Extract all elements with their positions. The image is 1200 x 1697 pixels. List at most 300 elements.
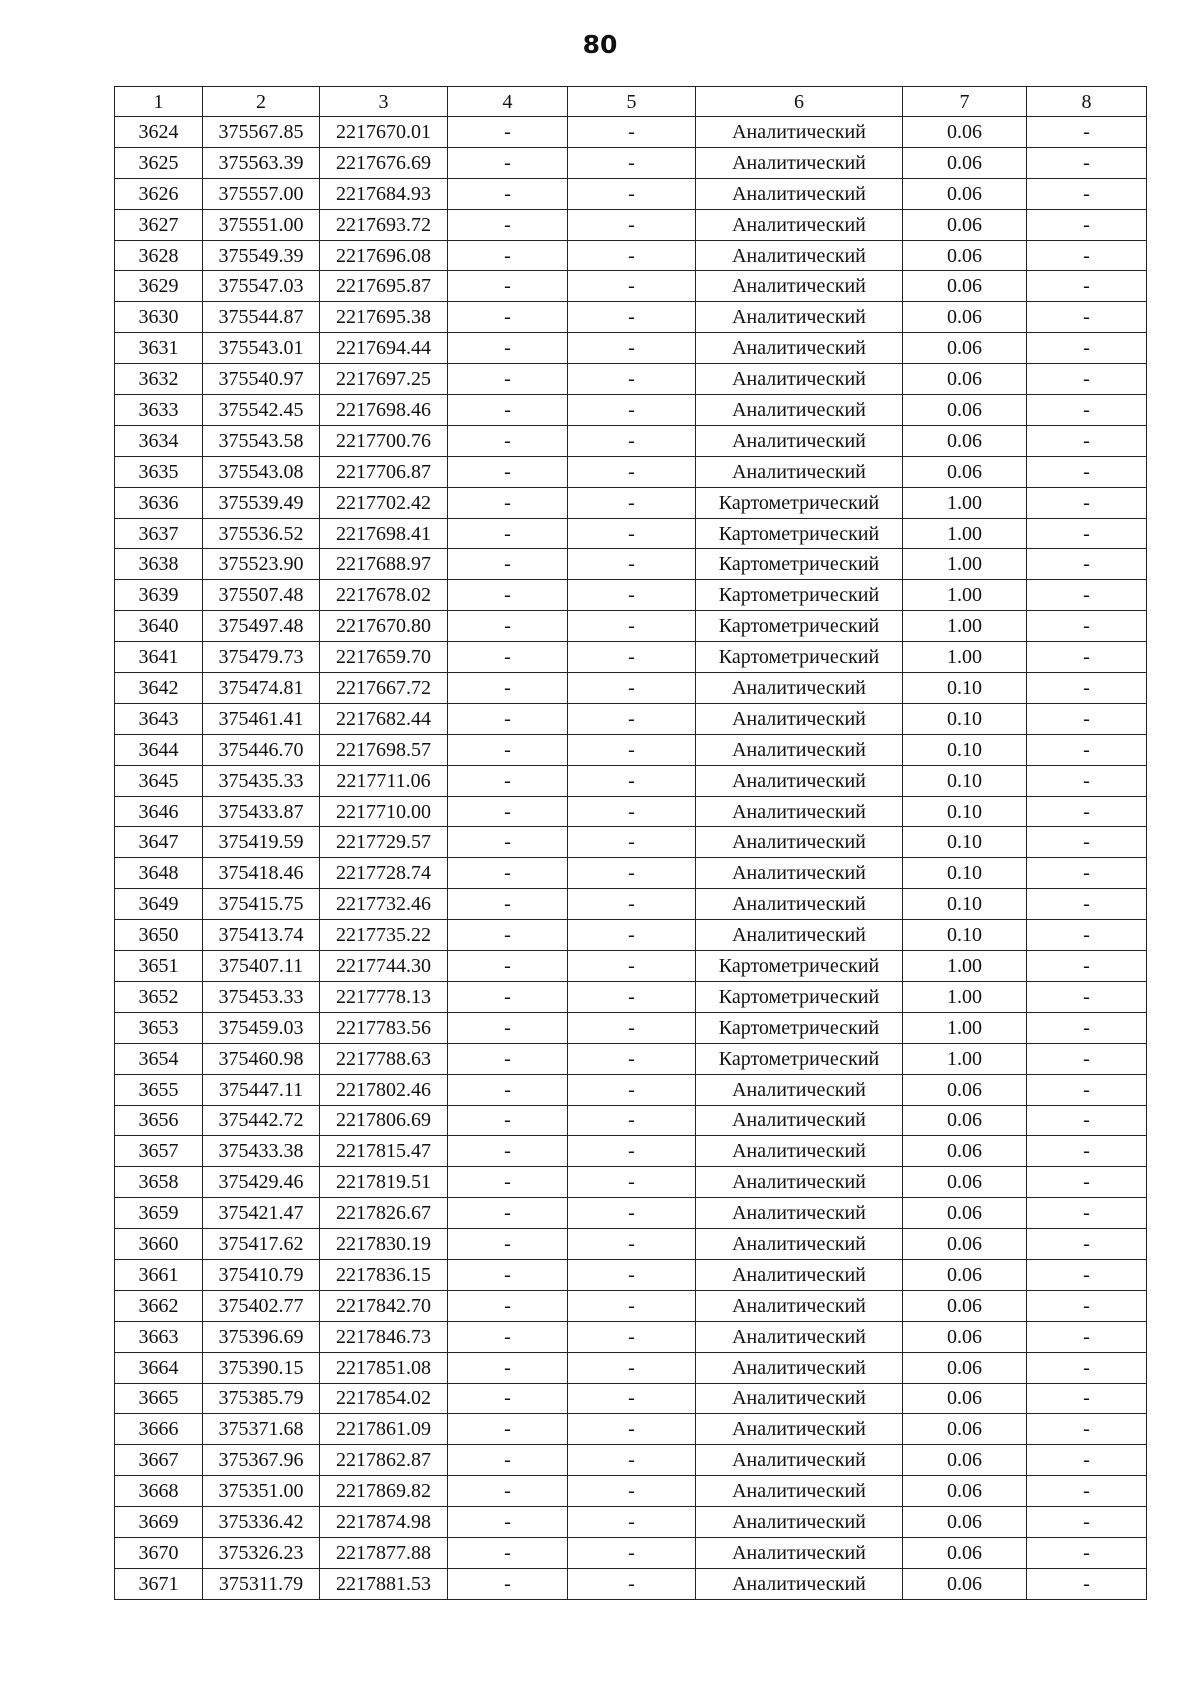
point-number-cell: 3649 xyxy=(115,889,203,920)
table-row xyxy=(115,642,1147,673)
col4-cell: - xyxy=(448,518,568,549)
col8-cell: - xyxy=(1027,333,1147,364)
x-coordinate-cell: 375442.72 xyxy=(203,1105,320,1136)
method-cell: Аналитический xyxy=(696,333,903,364)
col4-cell: - xyxy=(448,456,568,487)
table-row xyxy=(115,1383,1147,1414)
col4-cell: - xyxy=(448,1414,568,1445)
col5-cell: - xyxy=(568,981,696,1012)
method-cell: Аналитический xyxy=(696,796,903,827)
method-cell: Аналитический xyxy=(696,117,903,148)
col8-cell: - xyxy=(1027,673,1147,704)
col4-cell: - xyxy=(448,178,568,209)
table-row xyxy=(115,951,1147,982)
y-coordinate-cell: 2217869.82 xyxy=(320,1476,448,1507)
y-coordinate-cell: 2217693.72 xyxy=(320,209,448,240)
table-row xyxy=(115,1568,1147,1599)
point-number-cell: 3657 xyxy=(115,1136,203,1167)
col8-cell: - xyxy=(1027,611,1147,642)
point-number-cell: 3632 xyxy=(115,364,203,395)
accuracy-cell: 0.06 xyxy=(903,1259,1027,1290)
accuracy-cell: 0.06 xyxy=(903,178,1027,209)
x-coordinate-cell: 375557.00 xyxy=(203,178,320,209)
column-header: 4 xyxy=(448,87,568,117)
y-coordinate-cell: 2217710.00 xyxy=(320,796,448,827)
table-row xyxy=(115,1445,1147,1476)
col5-cell: - xyxy=(568,518,696,549)
col4-cell: - xyxy=(448,734,568,765)
y-coordinate-cell: 2217695.87 xyxy=(320,271,448,302)
method-cell: Аналитический xyxy=(696,1537,903,1568)
col8-cell: - xyxy=(1027,240,1147,271)
y-coordinate-cell: 2217659.70 xyxy=(320,642,448,673)
accuracy-cell: 0.10 xyxy=(903,673,1027,704)
column-header: 2 xyxy=(203,87,320,117)
x-coordinate-cell: 375419.59 xyxy=(203,827,320,858)
col5-cell: - xyxy=(568,1198,696,1229)
col5-cell: - xyxy=(568,302,696,333)
table-row xyxy=(115,827,1147,858)
col4-cell: - xyxy=(448,1568,568,1599)
accuracy-cell: 0.10 xyxy=(903,734,1027,765)
col8-cell: - xyxy=(1027,271,1147,302)
accuracy-cell: 0.06 xyxy=(903,302,1027,333)
method-cell: Картометрический xyxy=(696,1043,903,1074)
accuracy-cell: 0.06 xyxy=(903,1229,1027,1260)
accuracy-cell: 0.06 xyxy=(903,1074,1027,1105)
y-coordinate-cell: 2217706.87 xyxy=(320,456,448,487)
col8-cell: - xyxy=(1027,1568,1147,1599)
col4-cell: - xyxy=(448,487,568,518)
y-coordinate-cell: 2217729.57 xyxy=(320,827,448,858)
x-coordinate-cell: 375371.68 xyxy=(203,1414,320,1445)
method-cell: Аналитический xyxy=(696,1074,903,1105)
y-coordinate-cell: 2217670.80 xyxy=(320,611,448,642)
accuracy-cell: 0.06 xyxy=(903,395,1027,426)
col8-cell: - xyxy=(1027,518,1147,549)
point-number-cell: 3626 xyxy=(115,178,203,209)
col5-cell: - xyxy=(568,703,696,734)
table-row xyxy=(115,1012,1147,1043)
col4-cell: - xyxy=(448,1136,568,1167)
col8-cell: - xyxy=(1027,920,1147,951)
col4-cell: - xyxy=(448,1198,568,1229)
table-row xyxy=(115,1476,1147,1507)
method-cell: Аналитический xyxy=(696,395,903,426)
col8-cell: - xyxy=(1027,117,1147,148)
y-coordinate-cell: 2217670.01 xyxy=(320,117,448,148)
x-coordinate-cell: 375402.77 xyxy=(203,1290,320,1321)
col8-cell: - xyxy=(1027,1352,1147,1383)
point-number-cell: 3627 xyxy=(115,209,203,240)
point-number-cell: 3645 xyxy=(115,765,203,796)
point-number-cell: 3661 xyxy=(115,1259,203,1290)
point-number-cell: 3667 xyxy=(115,1445,203,1476)
method-cell: Аналитический xyxy=(696,703,903,734)
table-row xyxy=(115,271,1147,302)
col4-cell: - xyxy=(448,858,568,889)
point-number-cell: 3655 xyxy=(115,1074,203,1105)
x-coordinate-cell: 375479.73 xyxy=(203,642,320,673)
col4-cell: - xyxy=(448,302,568,333)
table-row xyxy=(115,580,1147,611)
table-row xyxy=(115,1352,1147,1383)
col4-cell: - xyxy=(448,240,568,271)
accuracy-cell: 1.00 xyxy=(903,549,1027,580)
accuracy-cell: 0.06 xyxy=(903,209,1027,240)
x-coordinate-cell: 375415.75 xyxy=(203,889,320,920)
x-coordinate-cell: 375311.79 xyxy=(203,1568,320,1599)
y-coordinate-cell: 2217783.56 xyxy=(320,1012,448,1043)
column-header: 6 xyxy=(696,87,903,117)
point-number-cell: 3644 xyxy=(115,734,203,765)
accuracy-cell: 0.06 xyxy=(903,1352,1027,1383)
col4-cell: - xyxy=(448,1445,568,1476)
col4-cell: - xyxy=(448,117,568,148)
col4-cell: - xyxy=(448,611,568,642)
col4-cell: - xyxy=(448,147,568,178)
table-row xyxy=(115,456,1147,487)
method-cell: Аналитический xyxy=(696,765,903,796)
col8-cell: - xyxy=(1027,1136,1147,1167)
col5-cell: - xyxy=(568,1259,696,1290)
table-row xyxy=(115,395,1147,426)
method-cell: Картометрический xyxy=(696,611,903,642)
method-cell: Аналитический xyxy=(696,271,903,302)
col5-cell: - xyxy=(568,889,696,920)
col8-cell: - xyxy=(1027,734,1147,765)
col4-cell: - xyxy=(448,703,568,734)
x-coordinate-cell: 375544.87 xyxy=(203,302,320,333)
y-coordinate-cell: 2217842.70 xyxy=(320,1290,448,1321)
col8-cell: - xyxy=(1027,827,1147,858)
table-row xyxy=(115,1167,1147,1198)
table-row xyxy=(115,673,1147,704)
col4-cell: - xyxy=(448,364,568,395)
col8-cell: - xyxy=(1027,425,1147,456)
point-number-cell: 3640 xyxy=(115,611,203,642)
col5-cell: - xyxy=(568,1414,696,1445)
x-coordinate-cell: 375460.98 xyxy=(203,1043,320,1074)
col5-cell: - xyxy=(568,487,696,518)
accuracy-cell: 1.00 xyxy=(903,611,1027,642)
col5-cell: - xyxy=(568,240,696,271)
table-row xyxy=(115,703,1147,734)
method-cell: Картометрический xyxy=(696,487,903,518)
col8-cell: - xyxy=(1027,178,1147,209)
table-row xyxy=(115,796,1147,827)
accuracy-cell: 1.00 xyxy=(903,487,1027,518)
col4-cell: - xyxy=(448,981,568,1012)
col4-cell: - xyxy=(448,549,568,580)
x-coordinate-cell: 375336.42 xyxy=(203,1507,320,1538)
y-coordinate-cell: 2217819.51 xyxy=(320,1167,448,1198)
col8-cell: - xyxy=(1027,147,1147,178)
col4-cell: - xyxy=(448,1537,568,1568)
accuracy-cell: 1.00 xyxy=(903,1012,1027,1043)
x-coordinate-cell: 375542.45 xyxy=(203,395,320,426)
col4-cell: - xyxy=(448,1043,568,1074)
accuracy-cell: 0.06 xyxy=(903,333,1027,364)
method-cell: Аналитический xyxy=(696,1476,903,1507)
point-number-cell: 3669 xyxy=(115,1507,203,1538)
col4-cell: - xyxy=(448,395,568,426)
point-number-cell: 3662 xyxy=(115,1290,203,1321)
y-coordinate-cell: 2217854.02 xyxy=(320,1383,448,1414)
y-coordinate-cell: 2217851.08 xyxy=(320,1352,448,1383)
y-coordinate-cell: 2217678.02 xyxy=(320,580,448,611)
method-cell: Аналитический xyxy=(696,673,903,704)
col8-cell: - xyxy=(1027,395,1147,426)
point-number-cell: 3670 xyxy=(115,1537,203,1568)
col5-cell: - xyxy=(568,1445,696,1476)
x-coordinate-cell: 375433.38 xyxy=(203,1136,320,1167)
table-row xyxy=(115,1507,1147,1538)
x-coordinate-cell: 375543.08 xyxy=(203,456,320,487)
table-row xyxy=(115,178,1147,209)
accuracy-cell: 0.10 xyxy=(903,703,1027,734)
method-cell: Аналитический xyxy=(696,827,903,858)
accuracy-cell: 1.00 xyxy=(903,642,1027,673)
x-coordinate-cell: 375536.52 xyxy=(203,518,320,549)
accuracy-cell: 0.06 xyxy=(903,1105,1027,1136)
accuracy-cell: 0.06 xyxy=(903,1383,1027,1414)
y-coordinate-cell: 2217676.69 xyxy=(320,147,448,178)
x-coordinate-cell: 375543.01 xyxy=(203,333,320,364)
accuracy-cell: 0.06 xyxy=(903,1290,1027,1321)
table-row xyxy=(115,518,1147,549)
x-coordinate-cell: 375429.46 xyxy=(203,1167,320,1198)
col5-cell: - xyxy=(568,796,696,827)
col4-cell: - xyxy=(448,209,568,240)
table-row xyxy=(115,1105,1147,1136)
table-row xyxy=(115,611,1147,642)
table-row xyxy=(115,1198,1147,1229)
point-number-cell: 3653 xyxy=(115,1012,203,1043)
col4-cell: - xyxy=(448,1259,568,1290)
table-row xyxy=(115,240,1147,271)
table-row xyxy=(115,889,1147,920)
x-coordinate-cell: 375435.33 xyxy=(203,765,320,796)
accuracy-cell: 0.06 xyxy=(903,425,1027,456)
method-cell: Аналитический xyxy=(696,1321,903,1352)
table-row xyxy=(115,1321,1147,1352)
point-number-cell: 3652 xyxy=(115,981,203,1012)
table-row xyxy=(115,209,1147,240)
col5-cell: - xyxy=(568,1321,696,1352)
col8-cell: - xyxy=(1027,1476,1147,1507)
col8-cell: - xyxy=(1027,487,1147,518)
col8-cell: - xyxy=(1027,1012,1147,1043)
x-coordinate-cell: 375497.48 xyxy=(203,611,320,642)
col5-cell: - xyxy=(568,1105,696,1136)
col5-cell: - xyxy=(568,580,696,611)
accuracy-cell: 0.06 xyxy=(903,1198,1027,1229)
x-coordinate-cell: 375351.00 xyxy=(203,1476,320,1507)
x-coordinate-cell: 375433.87 xyxy=(203,796,320,827)
table-header-row xyxy=(115,87,1147,117)
accuracy-cell: 0.10 xyxy=(903,858,1027,889)
x-coordinate-cell: 375410.79 xyxy=(203,1259,320,1290)
col4-cell: - xyxy=(448,765,568,796)
col4-cell: - xyxy=(448,1290,568,1321)
col5-cell: - xyxy=(568,364,696,395)
col8-cell: - xyxy=(1027,456,1147,487)
col4-cell: - xyxy=(448,1229,568,1260)
x-coordinate-cell: 375326.23 xyxy=(203,1537,320,1568)
col8-cell: - xyxy=(1027,1321,1147,1352)
col5-cell: - xyxy=(568,456,696,487)
y-coordinate-cell: 2217702.42 xyxy=(320,487,448,518)
point-number-cell: 3659 xyxy=(115,1198,203,1229)
x-coordinate-cell: 375540.97 xyxy=(203,364,320,395)
col8-cell: - xyxy=(1027,1229,1147,1260)
col8-cell: - xyxy=(1027,1383,1147,1414)
col5-cell: - xyxy=(568,1290,696,1321)
method-cell: Аналитический xyxy=(696,1352,903,1383)
col8-cell: - xyxy=(1027,703,1147,734)
method-cell: Аналитический xyxy=(696,147,903,178)
accuracy-cell: 0.06 xyxy=(903,1414,1027,1445)
col4-cell: - xyxy=(448,642,568,673)
point-number-cell: 3628 xyxy=(115,240,203,271)
col5-cell: - xyxy=(568,1012,696,1043)
method-cell: Картометрический xyxy=(696,642,903,673)
accuracy-cell: 1.00 xyxy=(903,518,1027,549)
y-coordinate-cell: 2217697.25 xyxy=(320,364,448,395)
y-coordinate-cell: 2217802.46 xyxy=(320,1074,448,1105)
y-coordinate-cell: 2217667.72 xyxy=(320,673,448,704)
accuracy-cell: 0.06 xyxy=(903,1136,1027,1167)
table-row xyxy=(115,1229,1147,1260)
table-row xyxy=(115,1537,1147,1568)
method-cell: Аналитический xyxy=(696,1105,903,1136)
point-number-cell: 3624 xyxy=(115,117,203,148)
point-number-cell: 3665 xyxy=(115,1383,203,1414)
col4-cell: - xyxy=(448,1507,568,1538)
point-number-cell: 3660 xyxy=(115,1229,203,1260)
col4-cell: - xyxy=(448,1476,568,1507)
method-cell: Аналитический xyxy=(696,858,903,889)
point-number-cell: 3664 xyxy=(115,1352,203,1383)
col4-cell: - xyxy=(448,271,568,302)
col5-cell: - xyxy=(568,117,696,148)
x-coordinate-cell: 375543.58 xyxy=(203,425,320,456)
x-coordinate-cell: 375417.62 xyxy=(203,1229,320,1260)
method-cell: Аналитический xyxy=(696,302,903,333)
point-number-cell: 3631 xyxy=(115,333,203,364)
accuracy-cell: 0.06 xyxy=(903,147,1027,178)
x-coordinate-cell: 375390.15 xyxy=(203,1352,320,1383)
accuracy-cell: 0.10 xyxy=(903,920,1027,951)
table-row xyxy=(115,333,1147,364)
method-cell: Аналитический xyxy=(696,734,903,765)
accuracy-cell: 0.10 xyxy=(903,889,1027,920)
x-coordinate-cell: 375523.90 xyxy=(203,549,320,580)
method-cell: Аналитический xyxy=(696,178,903,209)
col8-cell: - xyxy=(1027,1198,1147,1229)
column-header: 7 xyxy=(903,87,1027,117)
col5-cell: - xyxy=(568,642,696,673)
accuracy-cell: 0.10 xyxy=(903,827,1027,858)
y-coordinate-cell: 2217711.06 xyxy=(320,765,448,796)
point-number-cell: 3648 xyxy=(115,858,203,889)
x-coordinate-cell: 375459.03 xyxy=(203,1012,320,1043)
col8-cell: - xyxy=(1027,642,1147,673)
x-coordinate-cell: 375461.41 xyxy=(203,703,320,734)
x-coordinate-cell: 375547.03 xyxy=(203,271,320,302)
y-coordinate-cell: 2217862.87 xyxy=(320,1445,448,1476)
col5-cell: - xyxy=(568,178,696,209)
y-coordinate-cell: 2217698.46 xyxy=(320,395,448,426)
col4-cell: - xyxy=(448,920,568,951)
table-row xyxy=(115,425,1147,456)
table-row xyxy=(115,858,1147,889)
col4-cell: - xyxy=(448,580,568,611)
method-cell: Аналитический xyxy=(696,1198,903,1229)
col5-cell: - xyxy=(568,1352,696,1383)
x-coordinate-cell: 375447.11 xyxy=(203,1074,320,1105)
coordinates-table xyxy=(114,86,1147,1600)
col8-cell: - xyxy=(1027,951,1147,982)
method-cell: Аналитический xyxy=(696,889,903,920)
method-cell: Аналитический xyxy=(696,1383,903,1414)
method-cell: Аналитический xyxy=(696,1290,903,1321)
col8-cell: - xyxy=(1027,1414,1147,1445)
x-coordinate-cell: 375418.46 xyxy=(203,858,320,889)
col5-cell: - xyxy=(568,271,696,302)
col4-cell: - xyxy=(448,673,568,704)
method-cell: Аналитический xyxy=(696,240,903,271)
y-coordinate-cell: 2217846.73 xyxy=(320,1321,448,1352)
col4-cell: - xyxy=(448,425,568,456)
col5-cell: - xyxy=(568,1136,696,1167)
point-number-cell: 3650 xyxy=(115,920,203,951)
col5-cell: - xyxy=(568,673,696,704)
col5-cell: - xyxy=(568,425,696,456)
col4-cell: - xyxy=(448,1352,568,1383)
accuracy-cell: 1.00 xyxy=(903,1043,1027,1074)
col5-cell: - xyxy=(568,858,696,889)
col5-cell: - xyxy=(568,827,696,858)
page-number: 80 xyxy=(582,30,618,59)
col4-cell: - xyxy=(448,1321,568,1352)
point-number-cell: 3634 xyxy=(115,425,203,456)
y-coordinate-cell: 2217728.74 xyxy=(320,858,448,889)
accuracy-cell: 0.06 xyxy=(903,1507,1027,1538)
x-coordinate-cell: 375367.96 xyxy=(203,1445,320,1476)
point-number-cell: 3651 xyxy=(115,951,203,982)
col8-cell: - xyxy=(1027,580,1147,611)
x-coordinate-cell: 375396.69 xyxy=(203,1321,320,1352)
accuracy-cell: 0.10 xyxy=(903,796,1027,827)
y-coordinate-cell: 2217836.15 xyxy=(320,1259,448,1290)
point-number-cell: 3647 xyxy=(115,827,203,858)
col8-cell: - xyxy=(1027,209,1147,240)
col4-cell: - xyxy=(448,333,568,364)
y-coordinate-cell: 2217744.30 xyxy=(320,951,448,982)
col5-cell: - xyxy=(568,1537,696,1568)
method-cell: Аналитический xyxy=(696,456,903,487)
accuracy-cell: 0.06 xyxy=(903,1321,1027,1352)
col8-cell: - xyxy=(1027,1105,1147,1136)
col8-cell: - xyxy=(1027,1290,1147,1321)
x-coordinate-cell: 375407.11 xyxy=(203,951,320,982)
column-header: 8 xyxy=(1027,87,1147,117)
point-number-cell: 3666 xyxy=(115,1414,203,1445)
point-number-cell: 3630 xyxy=(115,302,203,333)
col8-cell: - xyxy=(1027,1043,1147,1074)
